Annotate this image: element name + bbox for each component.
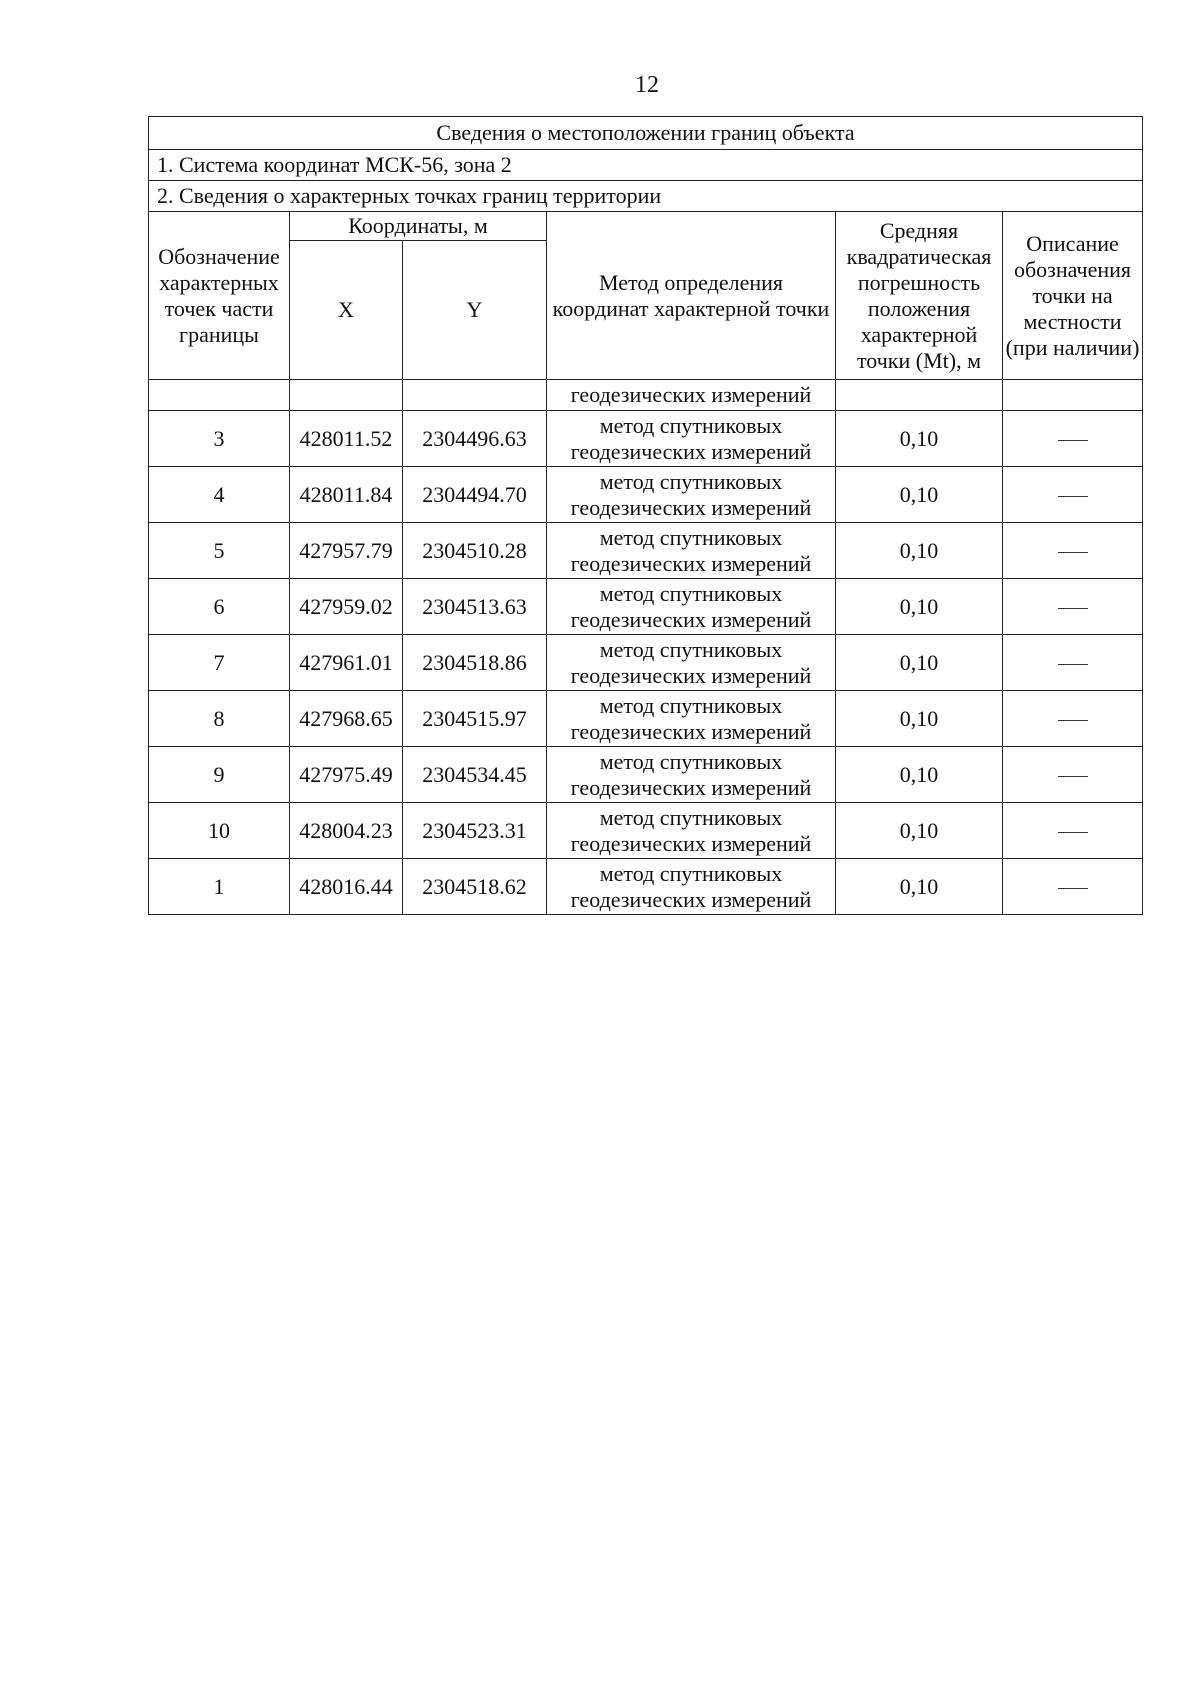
error-value: 0,10: [836, 579, 1003, 635]
page-number: 12: [635, 72, 659, 98]
boundary-table: [148, 116, 1143, 915]
method-cell: [547, 579, 836, 635]
continuation-method: геодезических измерений: [547, 380, 836, 411]
method-line-2: геодезических измерений: [570, 550, 812, 576]
point-number: 6: [149, 579, 290, 635]
dash-mark: [1058, 496, 1088, 497]
dash-mark: [1058, 832, 1088, 833]
coord-y: 2304518.62: [403, 859, 547, 915]
points-heading: 2. Сведения о характерных точках границ территории: [149, 181, 1143, 212]
table-row: [149, 803, 1143, 859]
description-cell: [1003, 467, 1143, 523]
point-number: 10: [149, 803, 290, 859]
coord-x: 428016.44: [290, 859, 403, 915]
method-cell: [547, 747, 836, 803]
method-line-1: метод спутниковых: [599, 524, 783, 550]
header-x: X: [290, 241, 403, 380]
method-line-2: геодезических измерений: [570, 606, 812, 632]
error-value: 0,10: [836, 411, 1003, 467]
table-row: [149, 691, 1143, 747]
dash-mark: [1058, 552, 1088, 553]
coordinate-system-row: [149, 150, 1143, 181]
description-cell: [1003, 859, 1143, 915]
description-cell: [1003, 411, 1143, 467]
coord-y: 2304496.63: [403, 411, 547, 467]
header-y: Y: [403, 241, 547, 380]
coord-y: 2304494.70: [403, 467, 547, 523]
continuation-row: [149, 380, 1143, 411]
continuation-cell-point: [149, 380, 290, 411]
dash-mark: [1058, 440, 1088, 441]
error-value: 0,10: [836, 691, 1003, 747]
coord-x: 427959.02: [290, 579, 403, 635]
method-line-1: метод спутниковых: [599, 412, 783, 438]
method-line-2: геодезических измерений: [570, 886, 812, 912]
description-cell: [1003, 747, 1143, 803]
table-row: [149, 579, 1143, 635]
header-description: Описание обозначения точки на местности (при наличии): [1003, 212, 1143, 380]
header-coordinates: Координаты, м: [290, 212, 547, 241]
table-row: [149, 635, 1143, 691]
error-value: 0,10: [836, 859, 1003, 915]
table-row: [149, 467, 1143, 523]
method-line-2: геодезических измерений: [570, 438, 812, 464]
method-line-2: геодезических измерений: [570, 718, 812, 744]
point-number: 7: [149, 635, 290, 691]
coord-x: 427975.49: [290, 747, 403, 803]
table-title: Сведения о местоположении границ объекта: [149, 117, 1143, 150]
point-number: 8: [149, 691, 290, 747]
coord-y: 2304523.31: [403, 803, 547, 859]
continuation-cell-description: [1003, 380, 1143, 411]
continuation-cell-x: [290, 380, 403, 411]
method-cell: [547, 859, 836, 915]
header-method: Метод определения координат характерной точки: [547, 212, 836, 380]
point-number: 1: [149, 859, 290, 915]
method-line-2: геодезических измерений: [570, 662, 812, 688]
coord-x: 427957.79: [290, 523, 403, 579]
continuation-cell-y: [403, 380, 547, 411]
dash-mark: [1058, 608, 1088, 609]
dash-mark: [1058, 888, 1088, 889]
header-error: Средняя квадратическая погрешность положения характерной точки (Mt), м: [836, 212, 1003, 380]
table-row: [149, 859, 1143, 915]
description-cell: [1003, 579, 1143, 635]
method-line-1: метод спутниковых: [599, 468, 783, 494]
coord-x: 427968.65: [290, 691, 403, 747]
method-line-2: геодезических измерений: [570, 494, 812, 520]
method-line-1: метод спутниковых: [599, 804, 783, 830]
coord-y: 2304518.86: [403, 635, 547, 691]
error-value: 0,10: [836, 747, 1003, 803]
method-cell: [547, 523, 836, 579]
description-cell: [1003, 803, 1143, 859]
method-line-2: геодезических измерений: [570, 830, 812, 856]
dash-mark: [1058, 776, 1088, 777]
method-cell: [547, 467, 836, 523]
header-row-1: [149, 212, 1143, 241]
error-value: 0,10: [836, 467, 1003, 523]
error-value: 0,10: [836, 803, 1003, 859]
method-line-1: метод спутниковых: [599, 692, 783, 718]
coord-x: 428011.52: [290, 411, 403, 467]
point-number: 9: [149, 747, 290, 803]
coord-y: 2304534.45: [403, 747, 547, 803]
method-cell: [547, 411, 836, 467]
method-cell: [547, 635, 836, 691]
method-line-1: метод спутниковых: [599, 580, 783, 606]
table-row: [149, 411, 1143, 467]
point-number: 5: [149, 523, 290, 579]
point-number: 3: [149, 411, 290, 467]
coord-y: 2304513.63: [403, 579, 547, 635]
method-line-2: геодезических измерений: [570, 774, 812, 800]
coord-y: 2304515.97: [403, 691, 547, 747]
table-row: [149, 747, 1143, 803]
description-cell: [1003, 523, 1143, 579]
error-value: 0,10: [836, 635, 1003, 691]
method-line-1: метод спутниковых: [599, 636, 783, 662]
table-title-row: [149, 117, 1143, 150]
error-value: 0,10: [836, 523, 1003, 579]
coord-x: 427961.01: [290, 635, 403, 691]
point-number: 4: [149, 467, 290, 523]
coord-x: 428004.23: [290, 803, 403, 859]
points-heading-row: [149, 181, 1143, 212]
coord-y: 2304510.28: [403, 523, 547, 579]
description-cell: [1003, 691, 1143, 747]
method-cell: [547, 803, 836, 859]
method-line-1: метод спутниковых: [599, 860, 783, 886]
table-row: [149, 523, 1143, 579]
dash-mark: [1058, 720, 1088, 721]
method-cell: [547, 691, 836, 747]
coord-x: 428011.84: [290, 467, 403, 523]
description-cell: [1003, 635, 1143, 691]
dash-mark: [1058, 664, 1088, 665]
header-designation: Обозначение характерных точек части границы: [149, 212, 290, 380]
continuation-cell-error: [836, 380, 1003, 411]
coordinate-system: 1. Система координат МСК-56, зона 2: [149, 150, 1143, 181]
table-body: [149, 117, 1143, 915]
method-line-1: метод спутниковых: [599, 748, 783, 774]
